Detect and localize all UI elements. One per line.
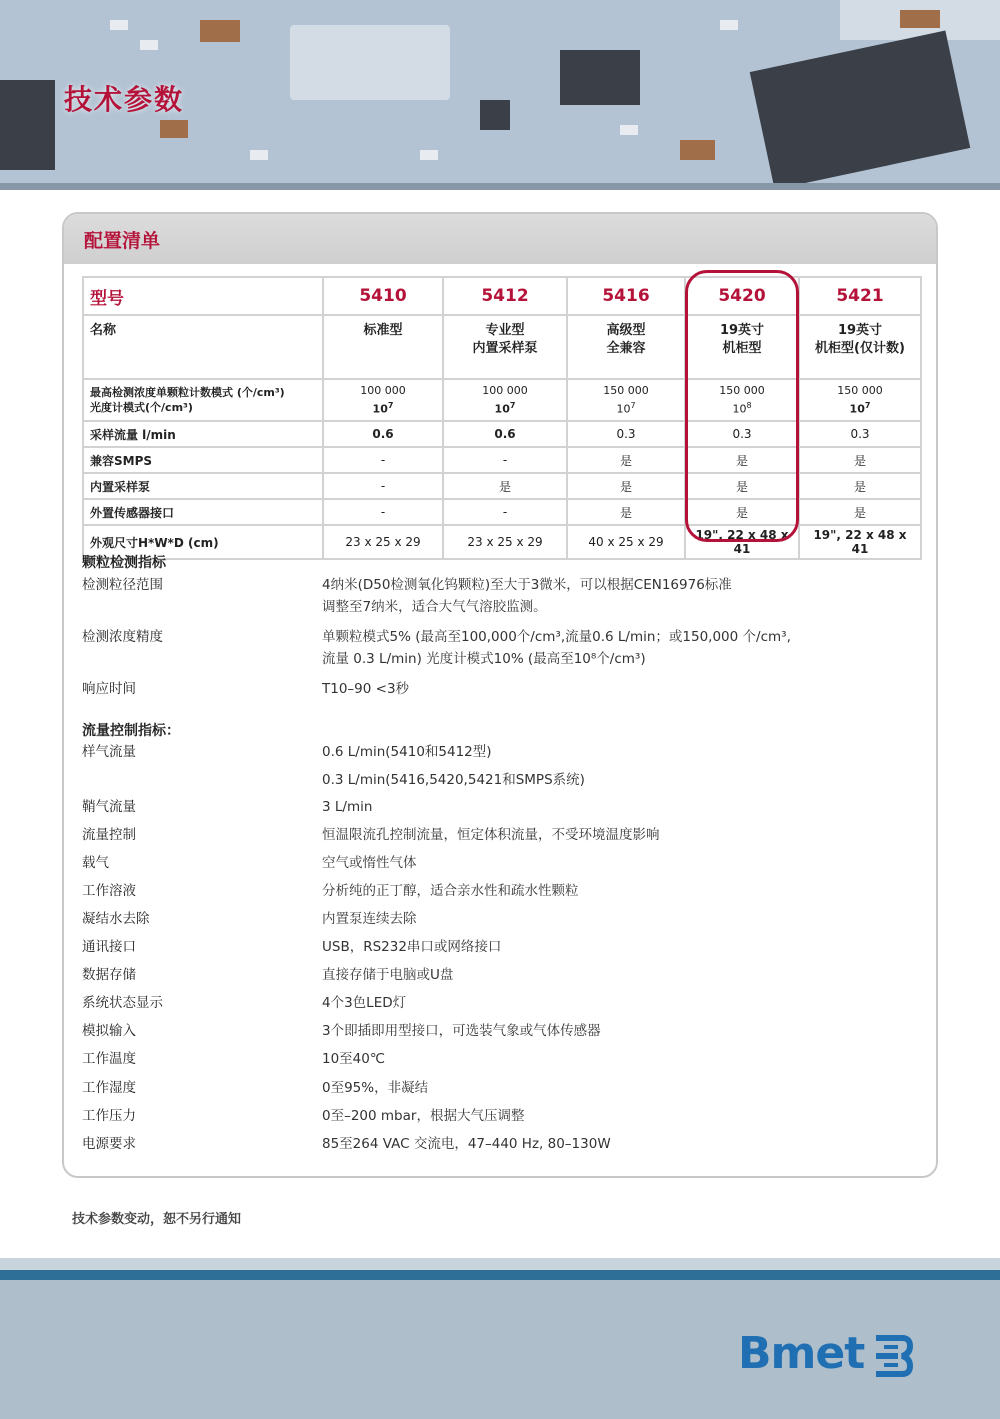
model-5410: 5410: [323, 277, 443, 315]
param-value: [322, 626, 882, 670]
name-line: 19英寸: [719, 323, 765, 338]
model-5420: 5420: [685, 277, 799, 315]
param-value: 0.6 L/min(5410和5412型): [322, 744, 492, 760]
param-value: 恒温限流孔控制流量，恒定体积流量，不受环境温度影响: [322, 827, 660, 843]
table-row-external-sensor: [83, 499, 921, 525]
conc-photo-base: 10: [372, 402, 388, 416]
ext-cell: -: [443, 499, 567, 525]
conc-single: 100 000: [360, 384, 406, 398]
conc-cell: [323, 379, 443, 421]
conc-single: 150 000: [719, 384, 765, 398]
param-value: 空气或惰性气体: [322, 855, 417, 871]
ext-cell: 是: [567, 499, 685, 525]
conc-cell: [443, 379, 567, 421]
flow-cell: 0.3: [799, 421, 921, 447]
smps-label: 兼容SMPS: [83, 447, 323, 473]
footnote: 技术参数变动，恕不另行通知: [72, 1212, 242, 1227]
conc-photo: [448, 398, 562, 417]
conc-photo-exp: 7: [509, 401, 516, 411]
name-cell: [685, 315, 799, 379]
name-line: 专业型: [485, 323, 525, 338]
name-label: 名称: [83, 315, 323, 379]
logo-text: Bmet: [738, 1328, 865, 1379]
card-header: [64, 214, 936, 264]
param-key: 响应时间: [82, 681, 136, 697]
table-row-smps: [83, 447, 921, 473]
conc-single: 100 000: [482, 384, 528, 398]
name-cell: [799, 315, 921, 379]
table-row-flow: [83, 421, 921, 447]
header-banner: [0, 0, 1000, 190]
name-line: 19英寸: [837, 323, 883, 338]
flow-section-title: 流量控制指标：: [82, 723, 180, 739]
param-key: 样气流量: [82, 744, 136, 760]
model-5412: 5412: [443, 277, 567, 315]
list-item: [82, 678, 920, 702]
smps-cell: 是: [567, 447, 685, 473]
concentration-label-2: 光度计模式(个/cm³): [90, 401, 193, 414]
conc-single: 150 000: [603, 384, 649, 398]
flow-cell: 0.6: [323, 421, 443, 447]
conc-photo: [328, 398, 438, 417]
param-key: 检测粒径范围: [82, 577, 163, 593]
param-value: T10–90 <3秒: [322, 681, 410, 697]
param-value: [322, 574, 882, 618]
param-value: USB，RS232串口或网络接口: [322, 939, 502, 955]
footer-band: [0, 1258, 1000, 1270]
size-cell: 40 x 25 x 29: [567, 525, 685, 559]
list-item: [82, 574, 920, 620]
ext-label: 外置传感器接口: [83, 499, 323, 525]
table-row-size: [83, 525, 921, 559]
conc-photo-exp: 8: [746, 401, 752, 411]
param-value: 10至40℃: [322, 1051, 386, 1067]
page-title: 技术参数: [64, 83, 185, 116]
ext-cell: 是: [685, 499, 799, 525]
param-value: 0至–200 mbar，根据大气压调整: [322, 1108, 525, 1124]
param-value: 3个即插即用型接口，可选装气象或气体传感器: [322, 1023, 601, 1039]
table-row-model: [83, 277, 921, 315]
model-5421: 5421: [799, 277, 921, 315]
conc-photo-base: 10: [732, 402, 747, 416]
pump-cell: 是: [685, 473, 799, 499]
pump-cell: -: [323, 473, 443, 499]
concentration-label: [83, 379, 323, 421]
name-line: 机柜型: [722, 341, 762, 356]
pump-label: 内置采样泵: [83, 473, 323, 499]
smps-cell: 是: [799, 447, 921, 473]
table-row-name: [83, 315, 921, 379]
param-value: 内置泵连续去除: [322, 911, 417, 927]
ext-cell: 是: [799, 499, 921, 525]
param-key: 载气: [82, 855, 109, 871]
param-value: 4个3色LED灯: [322, 995, 407, 1011]
name-line: 标准型: [363, 323, 403, 338]
particle-section-title: 颗粒检测指标: [82, 555, 166, 571]
param-value-line: 单颗粒模式5% (最高至100,000个/cm³,流量0.6 L/min；或150,000 个/cm³,: [322, 629, 791, 645]
size-cell: 19", 22 x 48 x 41: [685, 525, 799, 559]
card-title: 配置清单: [84, 230, 161, 252]
param-key: 工作温度: [82, 1051, 136, 1067]
pump-cell: 是: [567, 473, 685, 499]
conc-photo: [690, 398, 794, 417]
param-value: 85至264 VAC 交流电，47–440 Hz, 80–130W: [322, 1136, 611, 1152]
conc-cell: [685, 379, 799, 421]
param-key: 电源要求: [82, 1136, 136, 1152]
size-cell: 19", 22 x 48 x 41: [799, 525, 921, 559]
param-value: 分析纯的正丁醇，适合亲水性和疏水性颗粒: [322, 883, 579, 899]
size-cell: 23 x 25 x 29: [443, 525, 567, 559]
smps-cell: 是: [685, 447, 799, 473]
conc-cell: [567, 379, 685, 421]
model-label: 型号: [83, 277, 323, 315]
smps-cell: -: [443, 447, 567, 473]
param-key: 系统状态显示: [82, 995, 163, 1011]
name-line: 机柜型(仅计数): [815, 341, 905, 356]
smps-cell: -: [323, 447, 443, 473]
param-key: 通讯接口: [82, 939, 136, 955]
conc-photo-exp: 7: [864, 401, 871, 411]
param-value-line: 流量 0.3 L/min) 光度计模式10% (最高至10⁸个/cm³): [322, 651, 646, 667]
ext-cell: -: [323, 499, 443, 525]
config-card: [62, 212, 938, 1178]
name-cell: [323, 315, 443, 379]
param-value: 直接存储于电脑或U盘: [322, 967, 454, 983]
conc-photo-base: 10: [849, 402, 865, 416]
param-key: 凝结水去除: [82, 911, 150, 927]
size-label: 外观尺寸H*W*D (cm): [83, 525, 323, 559]
pump-cell: 是: [443, 473, 567, 499]
footer-stripe: [0, 1270, 1000, 1280]
table-row-concentration: [83, 379, 921, 421]
table-row-pump: [83, 473, 921, 499]
param-key: 鞘气流量: [82, 799, 136, 815]
pump-cell: 是: [799, 473, 921, 499]
logo-mark-icon: [872, 1334, 914, 1378]
model-5416: 5416: [567, 277, 685, 315]
param-value: 0.3 L/min(5416,5420,5421和SMPS系统): [322, 772, 585, 788]
param-key: 数据存储: [82, 967, 136, 983]
flow-cell: 0.6: [443, 421, 567, 447]
param-key: 流量控制: [82, 827, 136, 843]
param-value-line: 4纳米(D50检测氧化钨颗粒)至大于3微米，可以根据CEN16976标准: [322, 577, 732, 593]
concentration-label-1: 最高检测浓度单颗粒计数模式 (个/cm³): [90, 386, 285, 399]
name-cell: [443, 315, 567, 379]
conc-photo: [804, 398, 916, 417]
param-value: 3 L/min: [322, 799, 373, 815]
footer: [0, 1258, 1000, 1419]
param-key: 检测浓度精度: [82, 629, 163, 645]
size-cell: 23 x 25 x 29: [323, 525, 443, 559]
conc-photo-exp: 7: [630, 401, 636, 411]
name-cell: [567, 315, 685, 379]
name-line: 全兼容: [606, 341, 646, 356]
spec-table: [82, 276, 922, 560]
conc-photo-base: 10: [616, 402, 631, 416]
list-item: [82, 626, 920, 672]
param-value-line: 调整至7纳米，适合大气气溶胶监测。: [322, 599, 547, 615]
conc-photo-base: 10: [494, 402, 510, 416]
param-key: 模拟输入: [82, 1023, 136, 1039]
name-line: 高级型: [606, 323, 646, 338]
conc-photo-exp: 7: [387, 401, 394, 411]
flow-cell: 0.3: [685, 421, 799, 447]
flow-cell: 0.3: [567, 421, 685, 447]
param-value: 0至95%，非凝结: [322, 1080, 429, 1096]
conc-photo: [572, 398, 680, 417]
conc-cell: [799, 379, 921, 421]
flow-label: 采样流量 l/min: [83, 421, 323, 447]
param-key: 工作溶液: [82, 883, 136, 899]
conc-single: 150 000: [837, 384, 883, 398]
param-key: 工作压力: [82, 1108, 136, 1124]
param-key: 工作湿度: [82, 1080, 136, 1096]
name-line: 内置采样泵: [472, 341, 538, 356]
